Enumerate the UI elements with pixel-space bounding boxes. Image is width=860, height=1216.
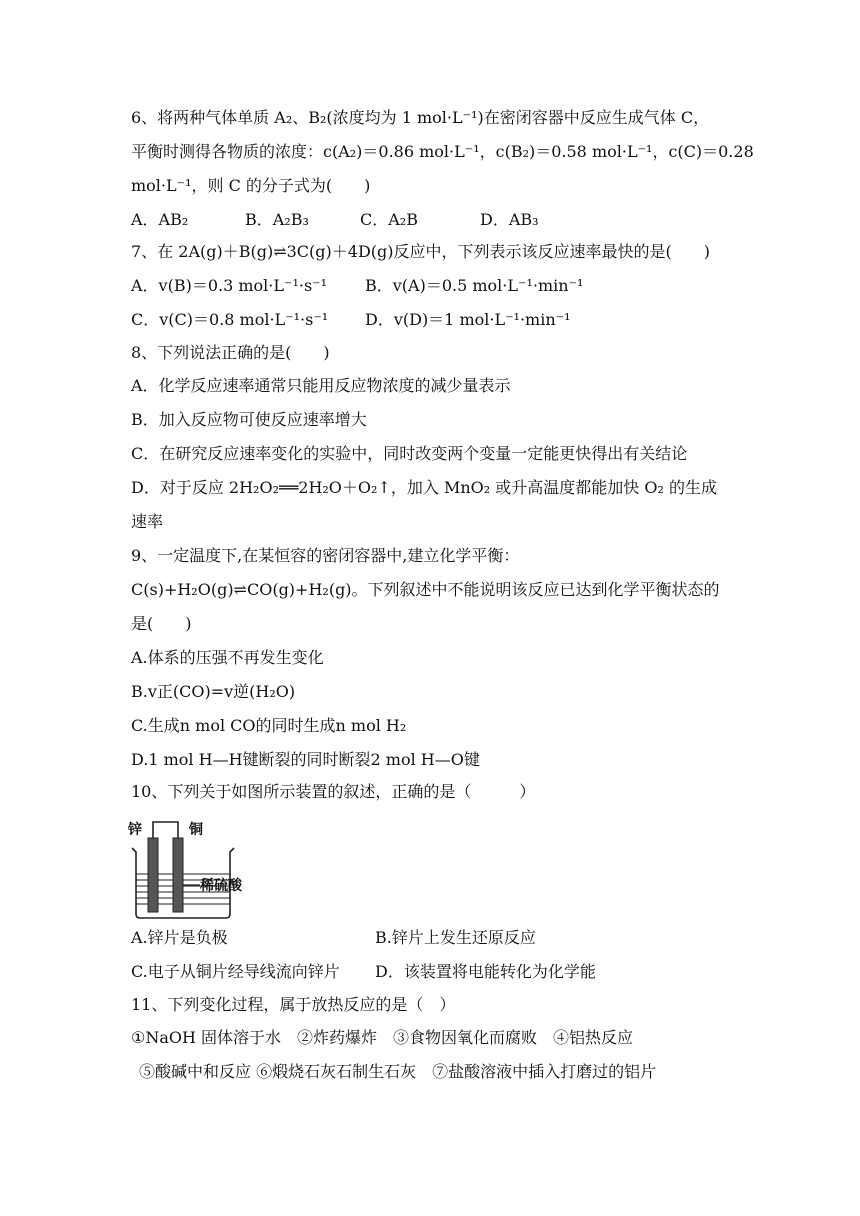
q9-stem-line1: 9、一定温度下,在某恒容的密闭容器中,建立化学平衡：	[131, 546, 520, 565]
galvanic-cell-figure	[128, 818, 278, 922]
q10-option-d: D．该装置将电能转化为化学能	[375, 962, 596, 981]
q8-option-d-line2: 速率	[131, 512, 164, 531]
q10-option-b: B.锌片上发生还原反应	[375, 928, 536, 947]
q7-option-a: A．v(B)＝0.3 mol·L⁻¹·s⁻¹	[131, 276, 328, 295]
q6-option-d: D．AB₃	[480, 210, 539, 229]
q8-option-a: A．化学反应速率通常只能用反应物浓度的减少量表示	[131, 376, 511, 395]
q8-option-d-line1: D．对于反应 2H₂O₂══2H₂O＋O₂↑，加入 MnO₂ 或升高温度都能加快 O₂ 的生成	[131, 478, 717, 497]
copper-electrode	[173, 838, 183, 912]
q6-option-a: A．AB₂	[131, 210, 189, 229]
q9-option-d: D.1 mol H—H键断裂的同时断裂2 mol H—O键	[131, 750, 480, 769]
q8-option-c: C．在研究反应速率变化的实验中，同时改变两个变量一定能更快得出有关结论	[131, 444, 688, 463]
q10-option-a: A.锌片是负极	[131, 928, 228, 947]
connecting-wire	[153, 822, 178, 838]
q11-items-line2: ⑤酸碱中和反应 ⑥煅烧石灰石制生石灰 ⑦盐酸溶液中插入打磨过的铝片	[139, 1062, 657, 1081]
zinc-electrode	[148, 838, 158, 912]
q9-option-c: C.生成n mol CO的同时生成n mol H₂	[131, 716, 407, 735]
q7-stem: 7、在 2A(g)＋B(g)⇌3C(g)＋4D(g)反应中，下列表示该反应速率最快的是( )	[131, 242, 710, 261]
q7-option-b: B．v(A)＝0.5 mol·L⁻¹·min⁻¹	[365, 276, 584, 295]
acid-label: 稀硫酸	[200, 878, 242, 894]
q6-option-c: C．A₂B	[360, 210, 418, 229]
copper-label: 铜	[189, 822, 203, 838]
q11-stem: 11、下列变化过程，属于放热反应的是（ ）	[131, 995, 456, 1014]
q7-option-d: D．v(D)＝1 mol·L⁻¹·min⁻¹	[365, 310, 571, 329]
q6-line3: mol·L⁻¹，则 C 的分子式为( )	[131, 176, 371, 195]
q6-line2: 平衡时测得各物质的浓度：c(A₂)＝0.86 mol·L⁻¹，c(B₂)＝0.58 mol·L⁻¹，c(C)＝0.28	[131, 142, 754, 161]
q6-line1: 6、将两种气体单质 A₂、B₂(浓度均为 1 mol·L⁻¹)在密闭容器中反应生成气体 C，	[131, 108, 710, 127]
q9-option-a: A.体系的压强不再发生变化	[131, 648, 324, 667]
q8-stem: 8、下列说法正确的是( )	[131, 343, 330, 362]
q9-stem-line2: C(s)+H₂O(g)⇌CO(g)+H₂(g)。下列叙述中不能说明该反应已达到化学平衡状态的	[131, 580, 720, 599]
q10-option-c: C.电子从铜片经导线流向锌片	[131, 962, 340, 981]
q8-option-b: B．加入反应物可使反应速率增大	[131, 410, 367, 429]
q9-option-b: B.v正(CO)=v逆(H₂O)	[131, 682, 296, 701]
q9-stem-line3: 是( )	[131, 614, 192, 633]
q7-option-c: C．v(C)＝0.8 mol·L⁻¹·s⁻¹	[131, 310, 329, 329]
q6-option-b: B．A₂B₃	[245, 210, 309, 229]
zinc-label: 锌	[128, 822, 142, 838]
q10-stem: 10、下列关于如图所示装置的叙述，正确的是（ ）	[131, 782, 536, 801]
q11-items-line1: ①NaOH 固体溶于水 ②炸药爆炸 ③食物因氧化而腐败 ④铝热反应	[131, 1028, 634, 1047]
